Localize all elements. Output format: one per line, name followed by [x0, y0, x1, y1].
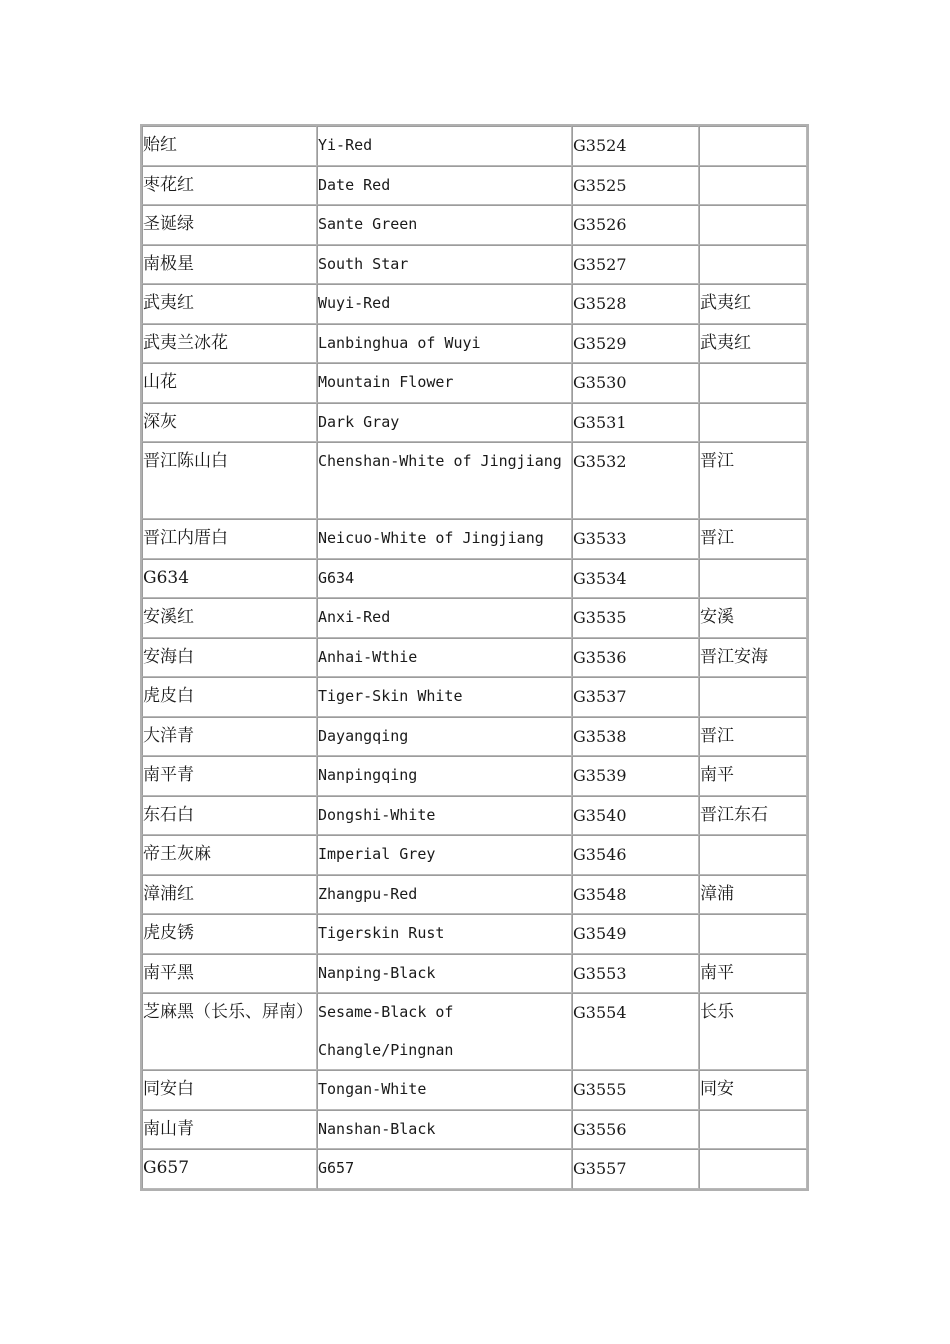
code-cell: G3530	[572, 363, 699, 403]
table-row	[142, 1110, 807, 1150]
chinese-name-cell: 圣诞绿	[142, 205, 317, 245]
origin-cell: 晋江安海	[699, 638, 807, 678]
chinese-name-cell: 东石白	[142, 796, 317, 836]
code-cell: G3537	[572, 677, 699, 717]
english-name-cell: Tigerskin Rust	[317, 914, 572, 954]
code-cell: G3538	[572, 717, 699, 757]
english-name-cell: Anhai-Wthie	[317, 638, 572, 678]
origin-cell	[699, 914, 807, 954]
code-cell: G3556	[572, 1110, 699, 1150]
table-row	[142, 796, 807, 836]
origin-cell	[699, 1110, 807, 1150]
origin-cell: 晋江	[699, 442, 807, 519]
table-row	[142, 363, 807, 403]
table-row	[142, 166, 807, 206]
origin-cell: 晋江	[699, 717, 807, 757]
table-body	[142, 126, 807, 1189]
chinese-name-cell: 武夷兰冰花	[142, 324, 317, 364]
code-cell: G3525	[572, 166, 699, 206]
stone-table	[140, 124, 809, 1191]
code-cell: G3535	[572, 598, 699, 638]
chinese-name-cell: 南平黑	[142, 954, 317, 994]
english-name-cell: Imperial Grey	[317, 835, 572, 875]
code-cell: G3548	[572, 875, 699, 915]
origin-cell	[699, 166, 807, 206]
origin-cell	[699, 363, 807, 403]
english-name-cell: Yi-Red	[317, 126, 572, 166]
table-row	[142, 205, 807, 245]
table-row	[142, 126, 807, 166]
table-row	[142, 403, 807, 443]
chinese-name-cell: 安溪红	[142, 598, 317, 638]
chinese-name-cell: 深灰	[142, 403, 317, 443]
code-cell: G3531	[572, 403, 699, 443]
chinese-name-cell: 芝麻黑（长乐、屏南）	[142, 993, 317, 1070]
origin-cell	[699, 1149, 807, 1189]
table-row	[142, 324, 807, 364]
english-name-cell: Dayangqing	[317, 717, 572, 757]
table-row	[142, 245, 807, 285]
origin-cell: 南平	[699, 954, 807, 994]
code-cell: G3533	[572, 519, 699, 559]
origin-cell	[699, 835, 807, 875]
origin-cell: 安溪	[699, 598, 807, 638]
english-name-cell: Tiger-Skin White	[317, 677, 572, 717]
chinese-name-cell: G657	[142, 1149, 317, 1189]
english-name-cell: Dongshi-White	[317, 796, 572, 836]
chinese-name-cell: 虎皮白	[142, 677, 317, 717]
origin-cell: 长乐	[699, 993, 807, 1070]
code-cell: G3557	[572, 1149, 699, 1189]
origin-cell	[699, 205, 807, 245]
code-cell: G3549	[572, 914, 699, 954]
english-name-cell: Sesame-Black of Changle/Pingnan	[317, 993, 572, 1070]
english-name-cell: Nanshan-Black	[317, 1110, 572, 1150]
origin-cell: 武夷红	[699, 324, 807, 364]
english-name-cell: Lanbinghua of Wuyi	[317, 324, 572, 364]
chinese-name-cell: 晋江陈山白	[142, 442, 317, 519]
table-row	[142, 756, 807, 796]
code-cell: G3529	[572, 324, 699, 364]
table-row	[142, 1070, 807, 1110]
code-cell: G3527	[572, 245, 699, 285]
origin-cell	[699, 403, 807, 443]
origin-cell	[699, 245, 807, 285]
origin-cell: 武夷红	[699, 284, 807, 324]
english-name-cell: Nanping-Black	[317, 954, 572, 994]
code-cell: G3546	[572, 835, 699, 875]
code-cell: G3536	[572, 638, 699, 678]
table-row	[142, 914, 807, 954]
origin-cell: 晋江东石	[699, 796, 807, 836]
code-cell: G3554	[572, 993, 699, 1070]
chinese-name-cell: 武夷红	[142, 284, 317, 324]
chinese-name-cell: 安海白	[142, 638, 317, 678]
chinese-name-cell: 晋江内厝白	[142, 519, 317, 559]
origin-cell: 同安	[699, 1070, 807, 1110]
english-name-cell: Mountain Flower	[317, 363, 572, 403]
origin-cell: 晋江	[699, 519, 807, 559]
code-cell: G3534	[572, 559, 699, 599]
table-row	[142, 835, 807, 875]
chinese-name-cell: 南极星	[142, 245, 317, 285]
english-name-cell: Tongan-White	[317, 1070, 572, 1110]
code-cell: G3532	[572, 442, 699, 519]
english-name-cell: Wuyi-Red	[317, 284, 572, 324]
origin-cell: 南平	[699, 756, 807, 796]
code-cell: G3524	[572, 126, 699, 166]
code-cell: G3528	[572, 284, 699, 324]
stone-table-grid	[142, 126, 807, 1189]
chinese-name-cell: G634	[142, 559, 317, 599]
english-name-cell: Chenshan-White of Jingjiang	[317, 442, 572, 519]
table-row	[142, 638, 807, 678]
english-name-cell: Neicuo-White of Jingjiang	[317, 519, 572, 559]
table-row	[142, 1149, 807, 1189]
table-row	[142, 284, 807, 324]
english-name-cell: Nanpingqing	[317, 756, 572, 796]
english-name-cell: Sante Green	[317, 205, 572, 245]
chinese-name-cell: 贻红	[142, 126, 317, 166]
code-cell: G3526	[572, 205, 699, 245]
english-name-cell: Anxi-Red	[317, 598, 572, 638]
english-name-cell: Zhangpu-Red	[317, 875, 572, 915]
table-row	[142, 559, 807, 599]
origin-cell: 漳浦	[699, 875, 807, 915]
code-cell: G3540	[572, 796, 699, 836]
chinese-name-cell: 大洋青	[142, 717, 317, 757]
code-cell: G3555	[572, 1070, 699, 1110]
table-row	[142, 717, 807, 757]
chinese-name-cell: 同安白	[142, 1070, 317, 1110]
code-cell: G3553	[572, 954, 699, 994]
english-name-cell: Date Red	[317, 166, 572, 206]
english-name-cell: G657	[317, 1149, 572, 1189]
table-row	[142, 993, 807, 1070]
chinese-name-cell: 南山青	[142, 1110, 317, 1150]
code-cell: G3539	[572, 756, 699, 796]
english-name-cell: South Star	[317, 245, 572, 285]
table-row	[142, 442, 807, 519]
chinese-name-cell: 漳浦红	[142, 875, 317, 915]
chinese-name-cell: 南平青	[142, 756, 317, 796]
chinese-name-cell: 山花	[142, 363, 317, 403]
table-row	[142, 598, 807, 638]
origin-cell	[699, 126, 807, 166]
chinese-name-cell: 虎皮锈	[142, 914, 317, 954]
table-row	[142, 875, 807, 915]
table-row	[142, 954, 807, 994]
chinese-name-cell: 帝王灰麻	[142, 835, 317, 875]
origin-cell	[699, 559, 807, 599]
table-row	[142, 519, 807, 559]
table-row	[142, 677, 807, 717]
origin-cell	[699, 677, 807, 717]
english-name-cell: Dark Gray	[317, 403, 572, 443]
english-name-cell: G634	[317, 559, 572, 599]
chinese-name-cell: 枣花红	[142, 166, 317, 206]
